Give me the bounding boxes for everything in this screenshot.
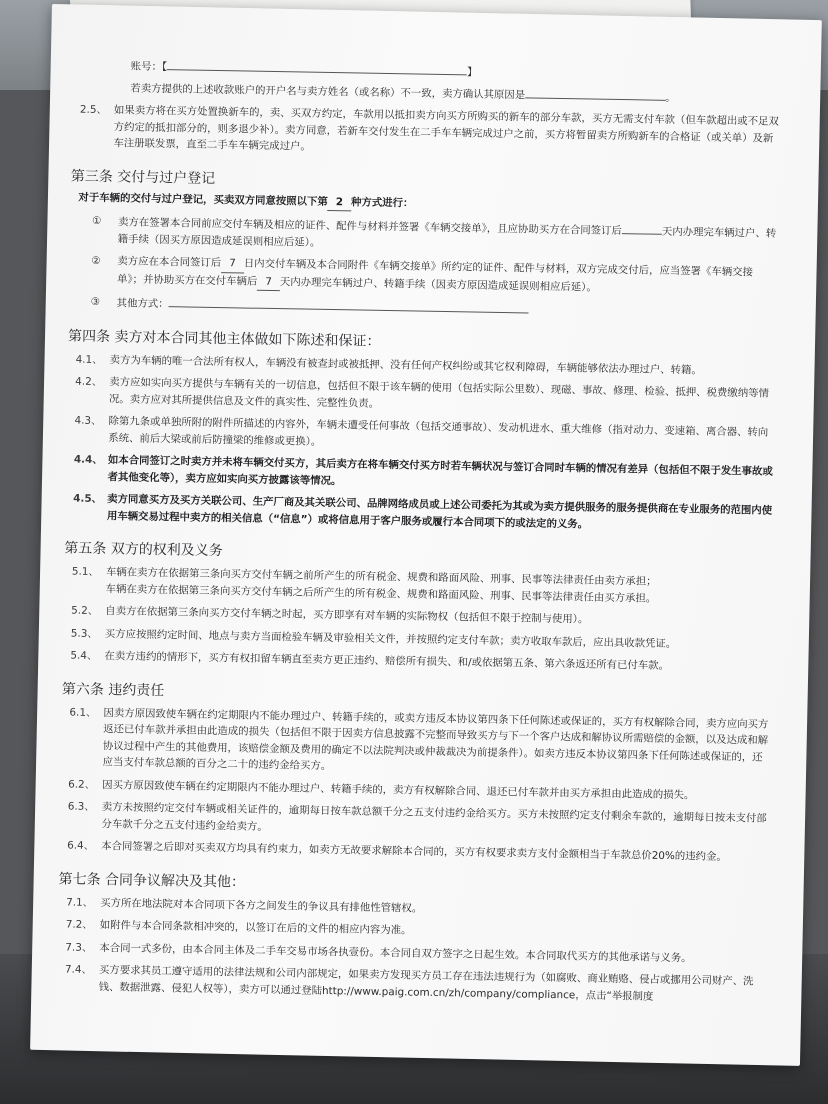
- clause-text: 卖方应如实向买方提供与车辆有关的一切信息，包括但不限于该车辆的使用（包括实际公里数）、现磁、事故、修理、检验、抵押、税费缴纳等情况。卖方应对其所提供信息及文件的真实性、完整性负责。: [108, 376, 770, 410]
- clause-number: 6.4、: [67, 839, 95, 852]
- clause-number: 2.5、: [79, 103, 108, 117]
- account-close: 】: [466, 66, 478, 79]
- option-2-text-b: 日内交付车辆及本合同附件《车辆交接单》所约定的证件、配件与材料，双方完成交付后，应当签署《车辆交接单》；并协助买方在交付车辆后: [116, 257, 754, 288]
- option-2-text: [117, 253, 778, 300]
- clause-text: 买方所在地法院对本合同项下各方之间发生的争议具有排他性管辖权。: [100, 896, 423, 915]
- clause-4-4: [73, 452, 773, 497]
- clause-text: 在卖方违约的情形下，买方有权扣留车辆直至卖方更正违约、赔偿所有损失、和/或依据第五条、第六条返还所有已付车款。: [104, 650, 670, 672]
- article-3-option-3: [76, 294, 776, 324]
- clause-text: 卖方同意买方及买方关联公司、生产厂商及其关联公司、品牌网络成员或上述公司委托为其或为卖方提供服务的服务提供商在专业服务的范围内使用车辆交易过程中卖方的相关信息（“信息”）或将信息用于客户服务或履行本合同项下的或法定的义务。: [106, 493, 773, 531]
- article-3-title: 第三条 交付与过户登记: [70, 167, 216, 187]
- option-3-blank: [168, 295, 528, 313]
- clause-number: 7.1、: [66, 895, 94, 909]
- clause-number: 6.3、: [67, 800, 95, 813]
- clause-text: 买方要求其员工遵守适用的法律法规和公司内部规定，如果卖方发现买方员工存在违法违规行为（如腐败、商业贿赂、侵占或挪用公司财产、洗钱、数据泄露、侵犯人权等），卖方可以通过登陆http://www.paig.com.cn/zh/company/compliance，点击“举报制度: [98, 964, 754, 1003]
- option-1-marker: ①: [91, 214, 102, 227]
- option-1-days-blank: [622, 222, 662, 235]
- intro-text-a: 对于车辆的交付与过户登记，买卖双方同意按照以下第: [78, 191, 328, 208]
- article-4-title: 第四条 卖方对本合同其他主体做如下陈述和保证：: [67, 327, 381, 350]
- clause-text: 卖方未按照约定交付车辆或相关证件的，逾期每日按车款总额千分之五支付违约金给买方。买方未按照约定支付剩余车款的，逾期每日按未支付部分车款千分之五支付违约金给卖方。: [101, 801, 767, 833]
- article-3-option-1: [78, 213, 778, 259]
- clause-4-3: [74, 413, 774, 458]
- account-label: 账号：【: [130, 60, 168, 74]
- article-5-title: 第五条 双方的权利及义务: [64, 540, 223, 560]
- clause-text: 因卖方原因致使车辆在约定期限内不能办理过户、转籍手续的，或卖方违反本协议第四条下任何陈述或保证的，买方有权解除合同，卖方应向买方返还已付车款并承担由此造成的损失（包括但不限于因卖方信息披露不完整而导致买方与下一个客户达成和解协议所需赔偿的金额，以及达成和解协议过程中产生的其他费用，该赔偿金额及费用的确定不以法院判决或仲裁裁决为前提条件）。如卖方违反本协议第四条下任何陈述或保证的，还应当支付车款总额的百分之二十的违约金给买方。: [102, 706, 769, 773]
- clause-5-1-part-b: 车辆在卖方在依据第三条向买方交付车辆之后所产生的所有税金、规费和路面风险、刑事、民事等法律责任由买方承担。: [105, 582, 657, 605]
- account-note-end: 。: [665, 91, 676, 104]
- clause-number: 5.4、: [70, 649, 98, 662]
- option-1-text-a: 卖方在签署本合同前应交付车辆及相应的证件、配件与材料并签署《车辆交接单》，且应协助买方在合同签订后: [117, 216, 622, 238]
- clause-number: 4.3、: [74, 414, 102, 428]
- clause-text: 本合同签署之后即对买卖双方均具有约束力，如卖方无故要求解除本合同的，买方有权要求卖方支付金额相当于车款总价20%的违约金。: [101, 840, 727, 864]
- document-page: [30, 4, 822, 1066]
- clause-number: 4.1、: [75, 353, 103, 366]
- clause-text: 卖方为车辆的唯一合法所有权人，车辆没有被查封或被抵押、没有任何产权纠纷或其它权利障碍，车辆能够依法办理过户、转籍。: [109, 353, 702, 376]
- clause-number: 6.1、: [69, 706, 97, 719]
- intro-text-b: 种方式进行：: [350, 195, 414, 209]
- clause-number: 7.2、: [65, 918, 93, 931]
- clause-4-5: [73, 491, 773, 536]
- clause-text: 本合同一式多份，由本合同主体及二手车交易市场各执壹份。本合同自双方签字之日起生效。本合同取代买方的其他承诺与义务。: [99, 941, 692, 964]
- option-2-text-a: 卖方应在本合同签订后: [117, 255, 222, 270]
- option-1-text: [118, 213, 778, 259]
- clause-2-5: [79, 102, 780, 164]
- article-6-title: 第六条 违约责任: [61, 680, 165, 699]
- clause-number: 4.5、: [73, 492, 103, 506]
- document-content: [58, 57, 781, 1007]
- clause-5-1: [71, 564, 771, 609]
- clause-text: 自卖方在依据第三条向买方交付车辆之时起，买方即享有对车辆的实际物权（包括但不限于控制与使用）。: [105, 605, 589, 626]
- clause-number: 5.3、: [70, 627, 98, 640]
- option-2-text-c: 天内办理完车辆过户、转籍手续（因卖方原因造成延误则相应后延）。: [279, 275, 597, 294]
- clause-number: 7.4、: [64, 963, 92, 976]
- option-2-days-value-2: 7: [257, 273, 280, 291]
- clause-number: 6.2、: [68, 778, 96, 791]
- option-2-days-value-1: 7: [221, 255, 244, 273]
- clause-text: 因买方原因致使车辆在约定期限内不能办理过户、转籍手续的，卖方有权解除合同、退还已付车款并由买方承担由此造成的损失。: [102, 778, 695, 801]
- clause-number: 4.4、: [73, 453, 103, 467]
- option-1-text-b: 天内办理完车辆过户、转籍手续（因买方原因造成延误则相应后延）。: [117, 225, 777, 249]
- option-3-marker: ③: [90, 295, 101, 308]
- clause-number: 5.2、: [71, 604, 99, 618]
- clause-text: [105, 564, 771, 609]
- clause-text: 如本合同签订之时卖方并未将车辆交付买方，其后卖方在将车辆交付买方时若车辆状况与签订合同时车辆的情况有差异（包括但不限于发生事故或者其他变化等），卖方应如实向买方披露该等情况。: [107, 454, 773, 487]
- clause-6-1: [68, 704, 769, 782]
- clause-number: 5.1、: [71, 565, 99, 579]
- clause-text: 买方应按照约定时间、地点与卖方当面检验车辆及审验相关文件，并按照约定支付车款；卖方收取车款后，应出具收款凭证。: [104, 627, 677, 650]
- clause-text: 如果卖方将在买方处置换新车的，卖、买双方约定，车款用以抵扣卖方向买方所购买的新车的部分车款，买方无需支付车款（但车款超出或不足双方约定的抵扣部分的，则多退少补）。卖方同意，若新车交付发生在二手车车辆完成过户之前，买方将暂留卖方所购新车的合格证（或关单）及新车注册联发票，直至二手车车辆完成过户。: [113, 104, 779, 153]
- clause-number: 4.2、: [75, 375, 103, 389]
- option-3-text: [116, 294, 776, 323]
- intro-method-value: 2: [328, 193, 352, 211]
- clause-text: 如附件与本合同条款相冲突的，以签订在后的文件的相应内容为准。: [99, 919, 412, 937]
- article-7-title: 第七条 合同争议解决及其他：: [58, 870, 246, 891]
- clause-4-2: [75, 374, 775, 419]
- option-3-label: 其他方式：: [116, 297, 169, 311]
- account-reason-blank: [525, 86, 665, 100]
- clause-5-1-part-a: 车辆在卖方在依据第三条向买方交付车辆之前所产生的所有税金、规费和路面风险、刑事、民事等法律责任由卖方承担；: [105, 566, 657, 588]
- clause-number: 7.3、: [65, 940, 93, 954]
- option-2-marker: ②: [91, 254, 101, 267]
- account-blank: [167, 58, 467, 75]
- account-note: 若卖方提供的上述收款账户的开户名与卖方姓名（或名称）不一致，卖方确认其原因是: [130, 81, 526, 101]
- clause-text: 除第九条或单独所附的附件所描述的内容外，车辆未遭受任何事故（包括交通事故）、发动机进水、重大维修（指对动力、变速箱、离合器、转向系统、前后大梁或前后防撞梁的维修或更换）。: [108, 415, 769, 448]
- article-3-option-2: [77, 253, 778, 300]
- clause-6-3: [67, 799, 767, 844]
- clause-7-4: [65, 961, 765, 1006]
